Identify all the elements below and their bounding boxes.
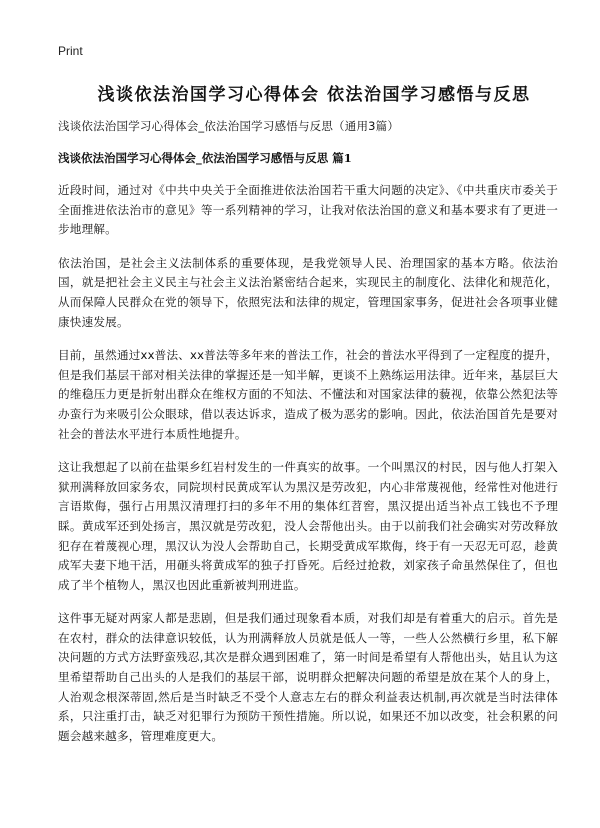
document-subtitle: 浅谈依法治国学习心得体会_依法治国学习感悟与反思（通用3篇） (58, 119, 400, 133)
paragraph-3: 目前，虽然通过xx普法、xx普法等多年来的普法工作，社会的普法水平得到了一定程度的提升，但是我们基层干部对相关法律的掌握还是一知半解，更谈不上熟练运用法律。近年来，基层巨大的维稳压力更是折射出群众在维权方面的不知法、不懂法和对国家法律的藐视，依靠公然犯法等办蛮行为来吸引公众眼球，借以表达诉求，造成了极为恶劣的影响。因此，依法治国首先是要对社会的普法水平进行本质性地提升。 (58, 348, 558, 441)
paragraph-2: 依法治国，是社会主义法制体系的重要体现，是我党领导人民、治理国家的基本方略。依法治国，就是把社会主义民主与社会主义法治紧密结合起来，实现民主的制度化、法律化和规范化，从而保障人民群众在党的领导下，依照宪法和法律的规定，管理国家事务，促进社会各项事业健康快速发展。 (58, 255, 558, 329)
paragraph-1: 近段时间，通过对《中共中央关于全面推进依法治国若干重大问题的决定》、《中共重庆市委关于全面推进依法治市的意见》等一系列精神的学习，让我对依法治国的意义和基本要求有了更进一步地理解。 (58, 183, 558, 237)
page-title: 浅谈依法治国学习心得体会 依法治国学习感悟与反思 (97, 85, 531, 105)
paragraph-4: 这让我想起了以前在盐渠乡红岩村发生的一件真实的故事。一个叫黑汉的村民，因与他人打架入狱刑满释放回家务农，同院坝村民黄成军认为黑汉是劳改犯，内心非常蔑视他，经常性对他进行言语欺侮，强行占用黑汉清理打扫的多年不用的集体红苕窖，黑汉提出适当补点工钱也不予理睬。黄成军还到处扬言，黑汉就是劳改犯，没人会帮他出头。由于以前我们社会确实对劳改释放犯存在着蔑视心理，黑汉认为没人会帮助自己，长期受黄成军欺侮，终于有一天忍无可忍，趁黄成军夫妻下地干活，用砸头将黄成军的独子打昏死。后经过抢救，刘家孩子命虽然保住了，但也成了半个植物人，黑汉也因此重新被判刑进监。 (58, 460, 558, 592)
print-link[interactable]: Print (58, 44, 83, 58)
article-body (58, 181, 558, 760)
paragraph-5: 这件事无疑对两家人都是悲剧，但是我们通过现象看本质，对我们却是有着重大的启示。首先是在农村，群众的法律意识较低，认为刑满释放人员就是低人一等，一些人公然横行乡里，私下解决问题的方式方法野蛮残忍,其次是群众遇到困难了，第一时间是希望有人帮他出头，姑且认为这里希望帮助自己出头的人是我们的基层干部，说明群众把解决问题的希望是放在某个人的身上，人治观念根深蒂固,然后是当时缺乏不受个人意志左右的群众利益表达机制,再次就是当时法律体系，只注重打击，缺乏对犯罪行为预防干预性措施。所以说，如果还不加以改变，社会积累的问题会越来越多，管理难度更大。 (58, 611, 558, 743)
section-heading: 浅谈依法治国学习心得体会_依法治国学习感悟与反思 篇1 (58, 151, 352, 165)
